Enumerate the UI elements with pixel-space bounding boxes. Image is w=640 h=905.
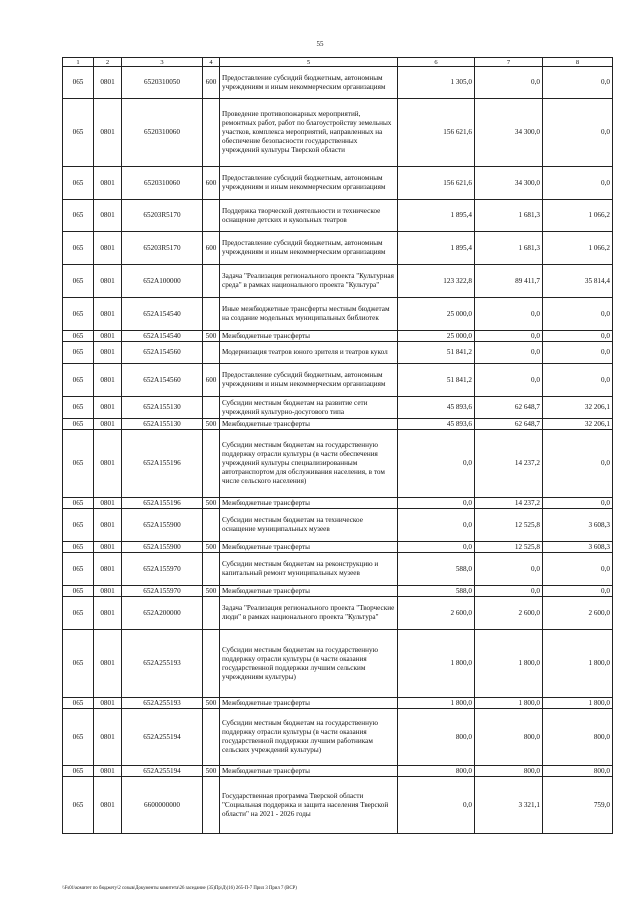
expense-type-cell xyxy=(203,430,220,498)
target-article-cell: 652A255193 xyxy=(122,698,203,709)
amount-col7-cell: 62 648,7 xyxy=(475,419,543,430)
amount-col8-cell: 0,0 xyxy=(543,553,613,586)
amount-col8-cell: 0,0 xyxy=(543,430,613,498)
expense-type-cell xyxy=(203,709,220,766)
section-code-cell: 0801 xyxy=(94,200,122,232)
section-code-cell: 0801 xyxy=(94,331,122,342)
file-path-footer: \\Fs01\комитет по бюджету\2 созыв\Документы комитета\26 заседание (35)Пр\Д\(16) 265-П-7 Прил 3 Прил 7 (ВСР) xyxy=(62,886,297,891)
expense-type-cell xyxy=(203,298,220,331)
amount-col7-cell: 0,0 xyxy=(475,364,543,397)
expense-type-cell: 600 xyxy=(203,67,220,99)
amount-col6-cell: 1 305,0 xyxy=(398,67,475,99)
amount-col7-cell: 0,0 xyxy=(475,553,543,586)
section-code-cell: 0801 xyxy=(94,586,122,597)
amount-col8-cell: 800,0 xyxy=(543,766,613,777)
description-cell: Межбюджетные трансферты xyxy=(220,586,398,597)
expense-type-cell: 500 xyxy=(203,586,220,597)
table-row xyxy=(63,342,613,364)
table-row xyxy=(63,766,613,777)
amount-col7-cell: 34 300,0 xyxy=(475,99,543,167)
amount-col7-cell: 1 681,3 xyxy=(475,232,543,265)
section-code-cell: 0801 xyxy=(94,167,122,200)
amount-col7-cell: 1 800,0 xyxy=(475,630,543,698)
expense-type-cell xyxy=(203,265,220,298)
section-code-cell: 0801 xyxy=(94,430,122,498)
admin-code-cell: 065 xyxy=(63,777,94,834)
amount-col6-cell: 1 895,4 xyxy=(398,232,475,265)
header-cell: 3 xyxy=(122,58,203,67)
amount-col6-cell: 25 000,0 xyxy=(398,331,475,342)
section-code-cell: 0801 xyxy=(94,553,122,586)
expense-type-cell xyxy=(203,200,220,232)
table-row xyxy=(63,397,613,419)
expense-type-cell xyxy=(203,597,220,630)
table-row xyxy=(63,298,613,331)
header-cell: 5 xyxy=(220,58,398,67)
amount-col8-cell: 1 800,0 xyxy=(543,698,613,709)
section-code-cell: 0801 xyxy=(94,709,122,766)
table-row xyxy=(63,698,613,709)
target-article-cell: 652A155900 xyxy=(122,542,203,553)
amount-col6-cell: 51 841,2 xyxy=(398,364,475,397)
expense-type-cell: 500 xyxy=(203,498,220,509)
amount-col6-cell: 800,0 xyxy=(398,709,475,766)
expense-type-cell: 600 xyxy=(203,364,220,397)
amount-col7-cell: 12 525,8 xyxy=(475,509,543,542)
amount-col6-cell: 156 621,6 xyxy=(398,99,475,167)
section-code-cell: 0801 xyxy=(94,509,122,542)
target-article-cell: 652A155130 xyxy=(122,419,203,430)
amount-col8-cell: 759,0 xyxy=(543,777,613,834)
table-row xyxy=(63,430,613,498)
amount-col6-cell: 1 895,4 xyxy=(398,200,475,232)
header-cell: 7 xyxy=(475,58,543,67)
description-cell: Субсидии местным бюджетам на государственную поддержку отрасли культуры (в части обеспечения учреждений культуры специализированным автотранспортом для обслуживания населения, в том числе сельского населения) xyxy=(220,430,398,498)
section-code-cell: 0801 xyxy=(94,766,122,777)
admin-code-cell: 065 xyxy=(63,200,94,232)
admin-code-cell: 065 xyxy=(63,553,94,586)
amount-col6-cell: 0,0 xyxy=(398,430,475,498)
amount-col7-cell: 14 237,2 xyxy=(475,498,543,509)
target-article-cell: 6520310060 xyxy=(122,99,203,167)
amount-col8-cell: 0,0 xyxy=(543,99,613,167)
amount-col6-cell: 0,0 xyxy=(398,777,475,834)
amount-col8-cell: 35 814,4 xyxy=(543,265,613,298)
target-article-cell: 652A155900 xyxy=(122,509,203,542)
table-row xyxy=(63,200,613,232)
header-cell: 4 xyxy=(203,58,220,67)
amount-col8-cell: 0,0 xyxy=(543,298,613,331)
amount-col8-cell: 0,0 xyxy=(543,364,613,397)
target-article-cell: 65203R5170 xyxy=(122,232,203,265)
description-cell: Государственная программа Тверской области "Социальная поддержка и защита населения Тверской области" на 2021 - 2026 годы xyxy=(220,777,398,834)
amount-col8-cell: 800,0 xyxy=(543,709,613,766)
amount-col7-cell: 89 411,7 xyxy=(475,265,543,298)
description-cell: Задача "Реализация регионального проекта "Творческие люди" в рамках национального проекта "Культура" xyxy=(220,597,398,630)
admin-code-cell: 065 xyxy=(63,298,94,331)
expense-type-cell: 500 xyxy=(203,419,220,430)
table-row xyxy=(63,509,613,542)
section-code-cell: 0801 xyxy=(94,630,122,698)
description-cell: Субсидии местным бюджетам на государственную поддержку отрасли культуры (в части оказания государственной поддержки лучшим сельским учреждениям культуры) xyxy=(220,630,398,698)
amount-col6-cell: 25 000,0 xyxy=(398,298,475,331)
expense-type-cell: 500 xyxy=(203,331,220,342)
target-article-cell: 652A155970 xyxy=(122,586,203,597)
admin-code-cell: 065 xyxy=(63,630,94,698)
description-cell: Предоставление субсидий бюджетным, автономным учреждениям и иным некоммерческим организациям xyxy=(220,167,398,200)
target-article-cell: 6600000000 xyxy=(122,777,203,834)
page-number: 55 xyxy=(316,40,324,48)
table-row xyxy=(63,232,613,265)
amount-col6-cell: 51 841,2 xyxy=(398,342,475,364)
admin-code-cell: 065 xyxy=(63,99,94,167)
description-cell: Субсидии местным бюджетам на развитие сети учреждений культурно-досугового типа xyxy=(220,397,398,419)
table-row xyxy=(63,99,613,167)
expense-type-cell xyxy=(203,99,220,167)
admin-code-cell: 065 xyxy=(63,498,94,509)
table-row xyxy=(63,709,613,766)
target-article-cell: 652A255194 xyxy=(122,766,203,777)
description-cell: Межбюджетные трансферты xyxy=(220,498,398,509)
target-article-cell: 652A100000 xyxy=(122,265,203,298)
admin-code-cell: 065 xyxy=(63,597,94,630)
amount-col6-cell: 0,0 xyxy=(398,498,475,509)
amount-col8-cell: 3 608,3 xyxy=(543,509,613,542)
amount-col8-cell: 1 800,0 xyxy=(543,630,613,698)
amount-col8-cell: 1 066,2 xyxy=(543,232,613,265)
description-cell: Предоставление субсидий бюджетным, автономным учреждениям и иным некоммерческим организациям xyxy=(220,232,398,265)
description-cell: Модернизация театров юного зрителя и театров кукол xyxy=(220,342,398,364)
section-code-cell: 0801 xyxy=(94,99,122,167)
amount-col6-cell: 0,0 xyxy=(398,509,475,542)
expense-type-cell: 500 xyxy=(203,542,220,553)
amount-col8-cell: 32 206,1 xyxy=(543,419,613,430)
admin-code-cell: 065 xyxy=(63,586,94,597)
amount-col7-cell: 800,0 xyxy=(475,766,543,777)
amount-col6-cell: 588,0 xyxy=(398,586,475,597)
expense-type-cell xyxy=(203,397,220,419)
expense-type-cell xyxy=(203,630,220,698)
amount-col7-cell: 1 800,0 xyxy=(475,698,543,709)
section-code-cell: 0801 xyxy=(94,265,122,298)
target-article-cell: 652A255193 xyxy=(122,630,203,698)
amount-col7-cell: 3 321,1 xyxy=(475,777,543,834)
amount-col8-cell: 0,0 xyxy=(543,331,613,342)
amount-col7-cell: 0,0 xyxy=(475,331,543,342)
admin-code-cell: 065 xyxy=(63,232,94,265)
table-row xyxy=(63,777,613,834)
table-row xyxy=(63,167,613,200)
table-row xyxy=(63,542,613,553)
expense-type-cell: 500 xyxy=(203,766,220,777)
target-article-cell: 652A255194 xyxy=(122,709,203,766)
amount-col7-cell: 0,0 xyxy=(475,586,543,597)
target-article-cell: 652A154560 xyxy=(122,364,203,397)
section-code-cell: 0801 xyxy=(94,232,122,265)
description-cell: Межбюджетные трансферты xyxy=(220,419,398,430)
header-cell: 2 xyxy=(94,58,122,67)
section-code-cell: 0801 xyxy=(94,419,122,430)
section-code-cell: 0801 xyxy=(94,364,122,397)
target-article-cell: 652A155130 xyxy=(122,397,203,419)
amount-col7-cell: 2 600,0 xyxy=(475,597,543,630)
amount-col7-cell: 0,0 xyxy=(475,67,543,99)
description-cell: Предоставление субсидий бюджетным, автономным учреждениям и иным некоммерческим организациям xyxy=(220,364,398,397)
description-cell: Субсидии местным бюджетам на государственную поддержку отрасли культуры (в части оказания государственной поддержки лучшим работникам сельских учреждений культуры) xyxy=(220,709,398,766)
amount-col7-cell: 62 648,7 xyxy=(475,397,543,419)
table-row xyxy=(63,553,613,586)
amount-col6-cell: 1 800,0 xyxy=(398,630,475,698)
target-article-cell: 652A155196 xyxy=(122,430,203,498)
admin-code-cell: 065 xyxy=(63,509,94,542)
amount-col7-cell: 0,0 xyxy=(475,342,543,364)
admin-code-cell: 065 xyxy=(63,167,94,200)
expense-type-cell: 500 xyxy=(203,698,220,709)
amount-col6-cell: 1 800,0 xyxy=(398,698,475,709)
amount-col8-cell: 0,0 xyxy=(543,167,613,200)
section-code-cell: 0801 xyxy=(94,397,122,419)
amount-col6-cell: 123 322,8 xyxy=(398,265,475,298)
target-article-cell: 6520310060 xyxy=(122,167,203,200)
admin-code-cell: 065 xyxy=(63,698,94,709)
target-article-cell: 652A155970 xyxy=(122,553,203,586)
table-row xyxy=(63,630,613,698)
table-row xyxy=(63,364,613,397)
target-article-cell: 65203R5170 xyxy=(122,200,203,232)
amount-col7-cell: 0,0 xyxy=(475,298,543,331)
amount-col8-cell: 0,0 xyxy=(543,498,613,509)
section-code-cell: 0801 xyxy=(94,542,122,553)
table-row xyxy=(63,67,613,99)
table-row xyxy=(63,597,613,630)
section-code-cell: 0801 xyxy=(94,777,122,834)
header-cell: 1 xyxy=(63,58,94,67)
amount-col7-cell: 34 300,0 xyxy=(475,167,543,200)
target-article-cell: 652A155196 xyxy=(122,498,203,509)
target-article-cell: 652A154560 xyxy=(122,342,203,364)
header-cell: 6 xyxy=(398,58,475,67)
section-code-cell: 0801 xyxy=(94,698,122,709)
expense-type-cell xyxy=(203,509,220,542)
admin-code-cell: 065 xyxy=(63,430,94,498)
admin-code-cell: 065 xyxy=(63,766,94,777)
amount-col7-cell: 1 681,3 xyxy=(475,200,543,232)
section-code-cell: 0801 xyxy=(94,342,122,364)
description-cell: Иные межбюджетные трансферты местным бюджетам на создание модельных муниципальных библиотек xyxy=(220,298,398,331)
amount-col6-cell: 0,0 xyxy=(398,542,475,553)
description-cell: Межбюджетные трансферты xyxy=(220,331,398,342)
admin-code-cell: 065 xyxy=(63,397,94,419)
amount-col6-cell: 45 893,6 xyxy=(398,419,475,430)
description-cell: Субсидии местным бюджетам на техническое оснащение муниципальных музеев xyxy=(220,509,398,542)
amount-col6-cell: 45 893,6 xyxy=(398,397,475,419)
target-article-cell: 652A154540 xyxy=(122,298,203,331)
admin-code-cell: 065 xyxy=(63,342,94,364)
description-cell: Межбюджетные трансферты xyxy=(220,698,398,709)
target-article-cell: 652A154540 xyxy=(122,331,203,342)
description-cell: Проведение противопожарных мероприятий, ремонтных работ, работ по благоустройству земельных участков, комплекса мероприятий, направленных на обеспечение безопасности государственных учреждений культуры Тверской области xyxy=(220,99,398,167)
amount-col8-cell: 0,0 xyxy=(543,67,613,99)
amount-col8-cell: 0,0 xyxy=(543,586,613,597)
section-code-cell: 0801 xyxy=(94,597,122,630)
description-cell: Межбюджетные трансферты xyxy=(220,766,398,777)
description-cell: Поддержка творческой деятельности и техническое оснащение детских и кукольных театров xyxy=(220,200,398,232)
expense-type-cell xyxy=(203,777,220,834)
amount-col7-cell: 14 237,2 xyxy=(475,430,543,498)
description-cell: Задача "Реализация регионального проекта "Культурная среда" в рамках национального проекта "Культура" xyxy=(220,265,398,298)
amount-col6-cell: 156 621,6 xyxy=(398,167,475,200)
table-row xyxy=(63,586,613,597)
amount-col8-cell: 2 600,0 xyxy=(543,597,613,630)
expense-type-cell xyxy=(203,553,220,586)
admin-code-cell: 065 xyxy=(63,331,94,342)
amount-col7-cell: 12 525,8 xyxy=(475,542,543,553)
budget-table xyxy=(62,57,613,834)
admin-code-cell: 065 xyxy=(63,67,94,99)
table-row xyxy=(63,498,613,509)
table-row xyxy=(63,331,613,342)
table-row xyxy=(63,265,613,298)
section-code-cell: 0801 xyxy=(94,67,122,99)
admin-code-cell: 065 xyxy=(63,709,94,766)
amount-col8-cell: 3 608,3 xyxy=(543,542,613,553)
amount-col6-cell: 588,0 xyxy=(398,553,475,586)
target-article-cell: 652A200000 xyxy=(122,597,203,630)
expense-type-cell xyxy=(203,342,220,364)
section-code-cell: 0801 xyxy=(94,498,122,509)
description-cell: Субсидии местным бюджетам на реконструкцию и капитальный ремонт муниципальных музеев xyxy=(220,553,398,586)
amount-col8-cell: 0,0 xyxy=(543,342,613,364)
amount-col6-cell: 2 600,0 xyxy=(398,597,475,630)
amount-col8-cell: 1 066,2 xyxy=(543,200,613,232)
admin-code-cell: 065 xyxy=(63,364,94,397)
admin-code-cell: 065 xyxy=(63,265,94,298)
expense-type-cell: 600 xyxy=(203,232,220,265)
expense-type-cell: 600 xyxy=(203,167,220,200)
admin-code-cell: 065 xyxy=(63,419,94,430)
header-cell: 8 xyxy=(543,58,613,67)
amount-col6-cell: 800,0 xyxy=(398,766,475,777)
amount-col7-cell: 800,0 xyxy=(475,709,543,766)
description-cell: Предоставление субсидий бюджетным, автономным учреждениям и иным некоммерческим организациям xyxy=(220,67,398,99)
table-header-row xyxy=(63,58,613,67)
description-cell: Межбюджетные трансферты xyxy=(220,542,398,553)
target-article-cell: 6520310050 xyxy=(122,67,203,99)
table-row xyxy=(63,419,613,430)
amount-col8-cell: 32 206,1 xyxy=(543,397,613,419)
admin-code-cell: 065 xyxy=(63,542,94,553)
section-code-cell: 0801 xyxy=(94,298,122,331)
